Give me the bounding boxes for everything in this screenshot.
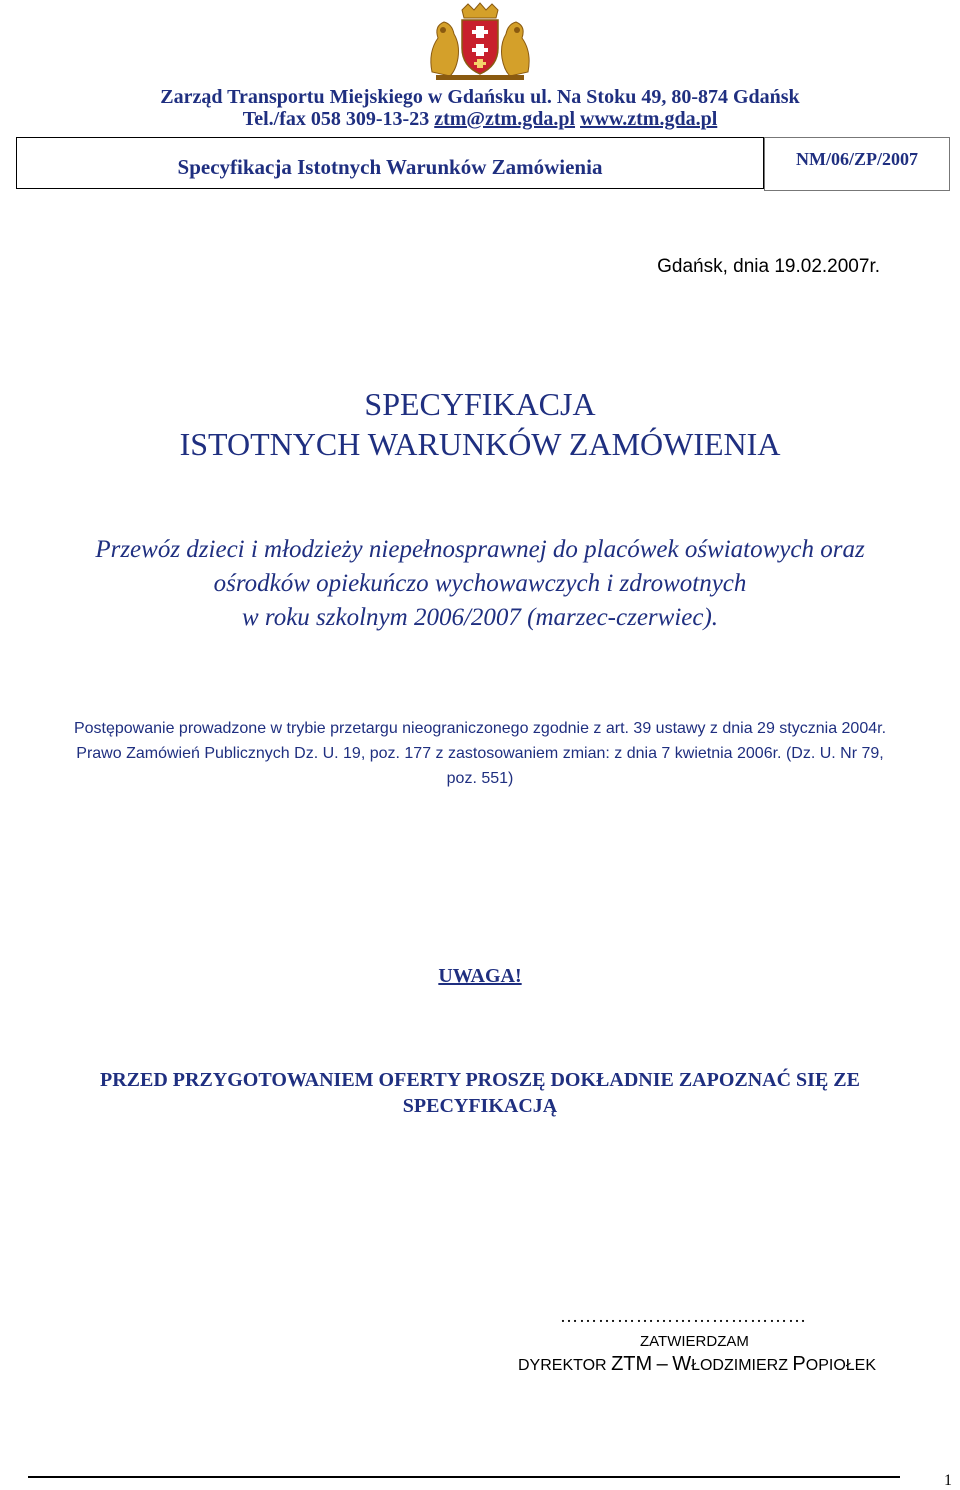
approval-label: ZATWIERDZAM <box>640 1333 749 1350</box>
legal-line2: Prawo Zamówień Publicznych Dz. U. 19, poz. 177 z zastosowaniem zmian: z dnia 7 kwietnia 2006r. (Dz. U. Nr 79, <box>76 745 884 762</box>
director-last-initial: P <box>792 1353 806 1375</box>
document-code: NM/06/ZP/2007 <box>796 149 918 169</box>
director-first-rest: ŁODZIMIERZ <box>691 1357 788 1374</box>
footer-divider <box>28 1476 900 1478</box>
title-line2: ISTOTNYCH WARUNKÓW ZAMÓWIENIA <box>179 426 781 462</box>
notice-heading: UWAGA! <box>438 965 522 987</box>
email-link[interactable]: ztm@ztm.gda.pl <box>434 108 576 130</box>
director-last-rest: OPIOŁEK <box>805 1357 877 1374</box>
notice-line1: PRZED PRZYGOTOWANIEM OFERTY PROSZĘ DOKŁADNIE ZAPOZNAĆ SIĘ ZE <box>100 1069 860 1091</box>
title-line1: SPECYFIKACJA <box>364 386 596 422</box>
director-signature <box>518 1353 876 1376</box>
header-address <box>0 86 960 109</box>
notice-line2: SPECYFIKACJĄ <box>402 1095 558 1117</box>
director-title: DYREKTOR <box>518 1357 607 1374</box>
page-title <box>0 384 960 464</box>
document-date: Gdańsk, dnia 19.02.2007r. <box>657 256 880 277</box>
subject-line3: w roku szkolnym 2006/2007 (marzec-czerwiec). <box>241 604 719 631</box>
notice-text <box>0 1067 960 1119</box>
legal-line1: Postępowanie prowadzone w trybie przetargu nieograniczonego zgodnie z art. 39 ustawy z dnia 29 stycznia 2004r. <box>73 720 887 737</box>
subject-line2: ośrodków opiekuńczo wychowawczych i zdrowotnych <box>213 570 747 597</box>
director-dash: – <box>656 1353 668 1375</box>
header-phone: Tel./fax 058 309-13-23 <box>242 108 430 130</box>
legal-line3: poz. 551) <box>446 770 514 787</box>
legal-basis <box>0 716 960 791</box>
signature-line: ………………………………… <box>560 1306 807 1326</box>
director-first-initial: W <box>672 1353 692 1375</box>
page-number: 1 <box>944 1472 952 1489</box>
subject-line1: Przewóz dzieci i młodzieży niepełnosprawnej do placówek oświatowych oraz <box>95 536 865 563</box>
header-box-title: Specyfikacja Istotnych Warunków Zamówienia <box>177 155 603 179</box>
header-contact <box>0 108 960 131</box>
gdansk-coat-of-arms-icon <box>410 2 550 82</box>
director-org: ZTM <box>611 1353 653 1375</box>
header-line1: Zarząd Transportu Miejskiego w Gdańsku ul. Na Stoku 49, 80-874 Gdańsk <box>160 86 800 108</box>
order-subject <box>0 533 960 635</box>
website-link[interactable]: www.ztm.gda.pl <box>580 108 718 130</box>
